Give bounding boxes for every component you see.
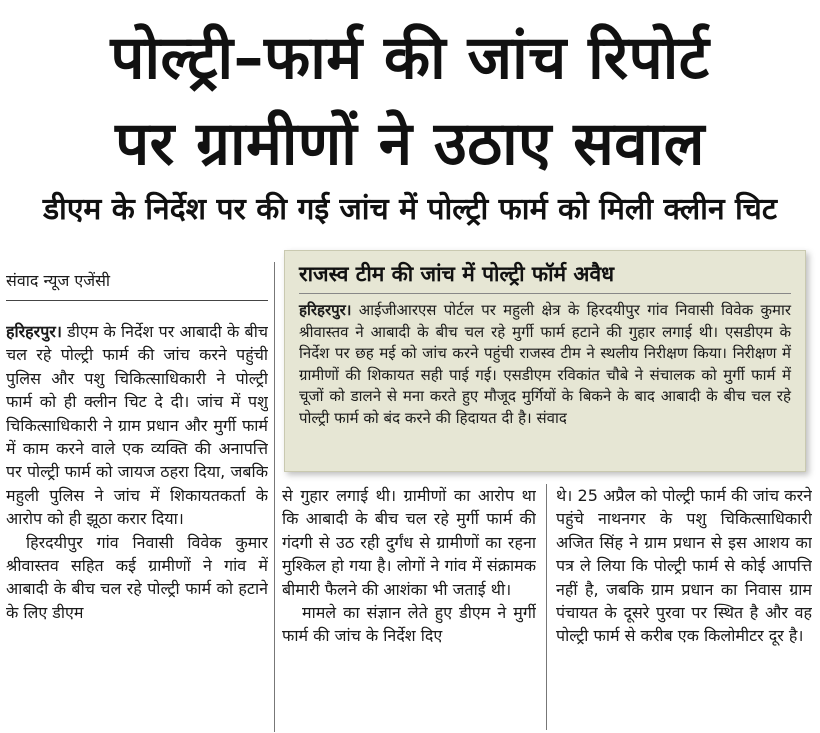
- article-paragraph: थे। 25 अप्रैल को पोल्ट्री फार्म की जांच करने पहुंचे नाथनगर के पशु चिकित्साधिकारी अजित सिंह ने ग्राम प्रधान से इस आशय का पत्र ले लिया कि पोल्ट्री फार्म से कोई आपत्ति नहीं है, जबकि ग्राम प्रधान का निवास ग्राम पंचायत के दूसरे पुरवा पर स्थित है और वह पोल्ट्री फार्म से करीब एक किलोमीटर दूर है।: [556, 486, 812, 646]
- column-divider: [274, 262, 275, 732]
- article-column-3: [556, 484, 812, 730]
- headline-line-2: पर ग्रामीणों ने उठाए सवाल: [115, 109, 705, 179]
- sidebar-dateline: हरिहरपुर।: [299, 301, 352, 319]
- article-paragraph: हिरदयीपुर गांव निवासी विवेक कुमार श्रीवास्तव सहित कई ग्रामीणों ने गांव में आबादी के बीच चल रहे पोल्ट्री फार्म को हटाने के लिए डीएम: [6, 532, 268, 622]
- paragraph-text: डीएम के निर्देश पर आबादी के बीच चल रहे पोल्ट्री फार्म की जांच करने पहुंची पुलिस और पशु चिकित्साधिकारी ने पोल्ट्री फार्म को ही क्लीन चिट दे दी। जांच में पशु चिकित्साधिकारी ने ग्राम प्रधान और मुर्गी फार्म में काम करने वाले एक व्यक्ति की अनापत्ति पर पोल्ट्री फार्म को जायज ठहरा दिया, जबकि महुली पुलिस ने जांच में शिकायतकर्ता के आरोप को ही झूठा करार दिया।: [6, 322, 268, 529]
- headline-line-1: पोल्ट्री–फार्म की जांच रिपोर्ट: [110, 23, 710, 93]
- byline: संवाद न्यूज एजेंसी: [6, 270, 268, 301]
- article-column-2: [282, 484, 536, 730]
- sidebar-text: आईजीआरएस पोर्टल पर महुली क्षेत्र के हिरदयीपुर गांव निवासी विवेक कुमार श्रीवास्तव ने आबादी के बीच चल रहे मुर्गी फार्म हटाने की गुहार लगाई थी। एसडीएम के निर्देश पर छह मई को जांच करने पहुंची राजस्व टीम ने स्थलीय निरीक्षण किया। निरीक्षण में ग्रामीणों की शिकायत सही पाई गई। एसडीएम रविकांत चौबे ने संचालक को मुर्गी फार्म में चूजों को डालने से मना करते हुए मौजूद मुर्गियों के बिकने के बाद आबादी के बीच चल रहे पोल्ट्री फार्म को बंद करने की हिदायत दी है। संवाद: [299, 301, 791, 427]
- article-column-1: [6, 320, 268, 730]
- sidebar-box: [284, 250, 806, 472]
- sidebar-body: [299, 300, 791, 429]
- article-paragraph: से गुहार लगाई थी। ग्रामीणों का आरोप था कि आबादी के बीच चल रहे मुर्गी फार्म की गंदगी से उठ रही दुर्गंध से ग्रामीणों का रहना मुश्किल हो गया है। लोगों ने गांव में संक्रामक बीमारी फैलने की आशंका भी जताई थी।: [282, 486, 536, 599]
- article-paragraph: मामले का संज्ञान लेते हुए डीएम ने मुर्गी फार्म की जांच के निर्देश दिए: [282, 603, 536, 646]
- article-paragraph: [6, 320, 268, 531]
- column-divider: [546, 484, 547, 730]
- subheadline: डीएम के निर्देश पर की गई जांच में पोल्ट्री फार्म को मिली क्लीन चिट: [43, 192, 777, 227]
- dateline: हरिहरपुर।: [6, 322, 62, 341]
- sidebar-title: राजस्व टीम की जांच में पोल्ट्री फॉर्म अवैध: [299, 259, 791, 294]
